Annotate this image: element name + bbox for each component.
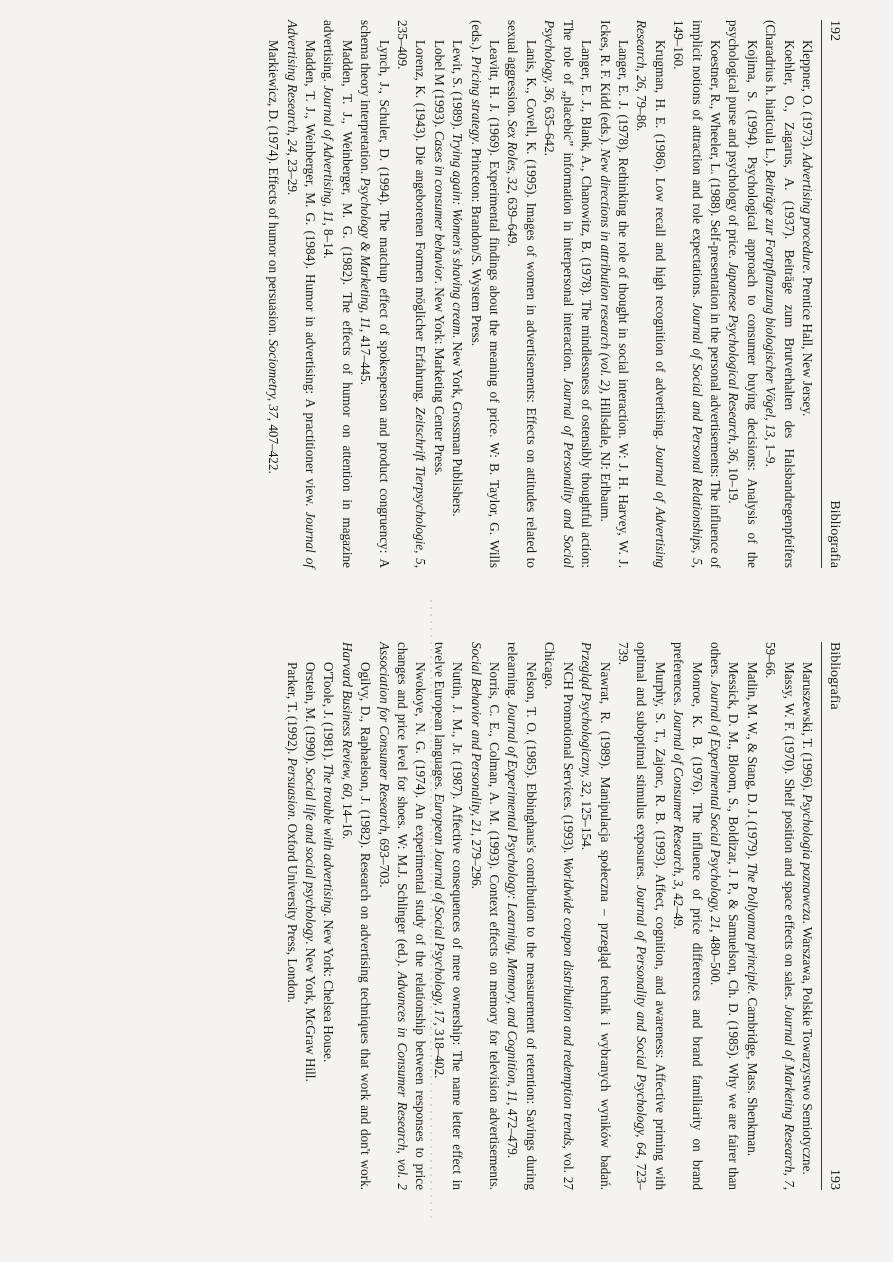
reference-text: , 59–66. [763,642,797,1190]
reference-text: . Oxford University Press, London. [284,817,300,1003]
reference-source-italic: Pricing strategy [468,56,484,142]
reference-text: Lewit, S. (1989). [450,40,466,134]
reference-entry [632,20,669,568]
reference-source-italic: Journal of Experimental Psychology: Learning, Memory, and Cognition, 11 [505,702,521,1103]
reference-source-italic: Przegląd Psychologiczny, 32 [579,642,595,794]
reference-text: , 417–445. [358,328,374,385]
reference-entry [503,642,540,1190]
reference-text: , 693–703. [376,831,392,888]
reference-source-italic: Harvard Business Review, 60 [339,642,355,797]
reference-text: , 1–9. [763,437,779,467]
reference-text: Madden, T. J., Weinberger, M. G. (1982). The effects of humor on attention in magazine advertising. [321,20,355,568]
reference-text: , Hillsdale, NJ: Erlbaum. [597,390,613,522]
reference-source-italic: Cases in consumer behavior [431,130,447,281]
reference-text: , 10–19. [726,460,742,504]
reference-entry [429,642,466,1190]
reference-entry [540,20,595,568]
reference-text: , 639–649. [505,190,521,247]
reference-source-italic: Worldwide coupon distribution and redemption trends [560,857,576,1146]
reference-text: Murphy, S. T., Zajonc, R. B. (1993). Affect, cognition, and awareness: Affective priming with optimal and suboptimal stimulus exposures. [634,642,668,1190]
reference-text: Massy, W. F. (1970). Shelf position and space effects on sales. [781,662,797,1005]
header-rule [821,642,822,1190]
reference-entry [577,642,614,1190]
reference-entry [798,642,816,1190]
reference-text: Nwokoye, N. G. (1974). An experimental study of the relationship between responses to price changes and price level for shoes. W: M.J. Schlinger (ed.). [395,642,429,1190]
reference-entry [540,642,577,1190]
reference-source-italic: Social Behavior and Personality, 21 [468,642,484,833]
reference-source-italic: Journal of Advertising Research, 24 [284,20,319,568]
reference-source-italic: Journal of Advertising, 11 [321,85,337,223]
page-header [824,642,844,1190]
reference-text: Lynch, J., Schuler, D. (1994). The matchup effect of spokesperson and product congruency: A schema theory interpretation. [358,20,392,568]
reference-text: NCH Promotional Services. (1993). [560,662,576,858]
reference-text: , 480–500. [707,929,723,986]
reference-entry [742,642,760,1190]
reference-source-italic: The trouble with advertising [321,763,337,914]
header-rule [821,20,822,568]
reference-source-italic: Journal of Experimental Social Psychology, 21 [707,680,723,930]
reference-entry [282,642,300,1190]
reference-text: , 23–29. [284,152,300,196]
reference-source-italic: Beiträge zur Fortpflanzung biologischer Vögel, 13 [763,169,779,438]
reference-text: , 635–642. [542,99,558,156]
reference-text: , 125–154. [579,794,595,851]
running-title: Bibliografia [827,642,842,710]
reference-text: Matlin, M. W., & Stang, D. J. (1979). [744,662,760,863]
reference-source-italic: Journal of Consumer Research, 3 [671,709,687,887]
reference-text: Orstein, M. (1990). [303,662,319,768]
reference-source-italic: Zeitschrift Tierpsychologie, 5 [413,406,429,565]
reference-text: . Cambridge, Mass. Shenkman. [744,990,760,1157]
reference-text: , 279–296. [468,832,484,889]
reference-text: . New York: Chelsea House. [321,913,337,1063]
reference-entry [319,20,356,568]
reference-text: . Warszawa, Polskie Towarzystwo Semiotyczne. [800,920,815,1175]
reference-text: . New York, Grossman Publishers. [450,334,466,517]
reference-text: , 42–49. [671,886,687,930]
reference-source-italic: European Journal of Social Psychology, 17 [431,793,447,1023]
reference-source-italic: Journal of Advertising Research, 26 [634,20,668,569]
reference-text: , vol. 27 Chicago. [542,642,576,1190]
reference-entry [761,642,798,1190]
reference-entry [356,20,393,568]
reference-text: Langer, E. J., Blank, A., Chanowitz, B. (1978). The mindlessness of ostensibly thoughtful action: The role of „placebic” information in interpersonal interaction. [560,20,595,568]
reference-entry [503,20,540,568]
reference-entry [761,20,798,568]
reference-entry [614,642,669,1190]
reference-text: , 14–16. [339,796,355,840]
page-number: 192 [827,20,842,41]
page-number: 193 [827,1169,842,1190]
reference-text: . New York, McGraw Hill. [303,941,319,1082]
reference-source-italic: Sex Roles, 32 [505,119,521,191]
reference-source-italic: Persuasion [284,757,300,818]
reference-text: Kleppner, O. (1973). [800,40,815,154]
reference-text: Langer, E. J. (1978). Rethinking the role of thought in social interaction. W: J. H. Harvey, W. J. Ickes, R. F. Kidd (eds.). [597,20,631,568]
reference-entry [264,20,282,568]
reference-text: Nuttin, J. M., Jr. (1987). Affective consequences of mere ownership: The name letter effect in twelve European languages. [431,642,466,1190]
reference-entry [393,20,430,568]
reference-source-italic: Advances in Consumer Research, vol. 2 Association for Consumer Research [376,642,411,1190]
right-page [284,622,852,1216]
reference-text: Nawrat, R. (1989). Manipulacja społeczna – przegląd technik i wybranych wyników badań. [597,662,613,1190]
reference-text: Lorenz, K. (1943). Die angeborenen Formen möglicher Erfahrung. [413,40,429,407]
reference-text: , 79–86. [634,88,650,132]
reference-text: Norris, C. E., Colman, A. M. (1993). Context effects on memory for television advertisements. [487,662,503,1190]
reference-text: Krugman, H. E. (1986). Low recall and high recognition of advertising. [652,40,668,446]
left-page [266,0,852,594]
reference-text: , 235–409. [395,20,429,568]
reference-text: Lobel M (1993). [431,40,447,131]
reference-text: , 407–422. [266,417,282,474]
reference-text: . Princeton: Brandon/S. Wystem Press. [468,141,484,347]
reference-source-italic: Journal of Personality and Social Psychology, 64 [634,884,650,1156]
reference-source-italic: Psychologia poznawcza [800,794,815,921]
reference-text: . Prentice Hall, New Jersey. [800,270,815,417]
reference-text: Messick, D. M., Bloom, S., Boldizar, J. P., & Samuelson, Ch. D. (1985). Why we are fairer than others. [707,642,742,1190]
reference-text: Kojima, S. (1994). Psychological approach to consumer buying decisions: Analysis of the psychological purse and psychology of price. [726,20,760,568]
reference-text: Koehler, O., Zagarus, A. (1937). Beiträge zum Brutverhalten des Halsbandregenpfeifers (Charadrius h. hiaticula L.). [763,20,797,568]
reference-source-italic: The Pollyanna principle [744,862,760,991]
reference-text: Ogilvy, D., Raphaelson, J. (1982). Research on advertising techniques that work and don't work. [358,662,374,1190]
reference-entry [466,20,503,568]
reference-list [264,20,816,568]
reference-entry [706,642,743,1190]
reference-text: , 723–739. [615,642,650,1190]
reference-text: , 149–160. [671,20,705,568]
reference-source-italic: Journal of Personality and Social Psychology, 36 [542,20,576,569]
reference-entry [301,642,319,1190]
reference-text: , 472–479. [505,1102,521,1159]
reference-list [282,642,816,1190]
reference-text: . New York: Marketing Center Press. [431,280,447,476]
reference-text: Koestner, R., Wheeler, L. (1988). Self-presentation in the personal advertisements: The influence of implicit notions of attraction and role expectations. [689,20,723,568]
reference-entry [798,20,816,568]
reference-source-italic: Journal of Social and Personal Relationships, 5 [689,302,705,565]
page-header [824,20,844,568]
reference-text: Nelson, T. O. (1985). Ebbinghaus's contribution to the measurement of retention: Savings during relearning. [505,642,539,1190]
reference-source-italic: Japanese Psychological Research, 36 [726,262,742,461]
reference-entry [374,642,429,1190]
reference-source-italic: Journal of Marketing Research, 7 [781,1004,797,1187]
reference-entry [724,20,761,568]
reference-source-italic: Sociometry, 37 [266,339,282,418]
reference-entry [337,642,374,1190]
running-title: Bibliografia [827,500,842,568]
reference-source-italic: Trying again: Women's shaving cream [450,133,466,335]
reference-entry [669,20,724,568]
reference-entry [282,20,319,568]
reference-text: Monroe, K. B. (1976). The influence of price differences and brand familiarity on brand preferences. [671,642,705,1190]
reference-text: , 8–14. [321,222,337,259]
reference-entry [319,642,337,1190]
reference-source-italic: Psychology & Marketing, 11 [358,177,374,329]
reference-text: Leavitt, H. J. (1969). Experimental findings about the meaning of price. W: B. Taylor, G. Wills (eds.). [468,20,503,568]
reference-text: O'Toole, J. (1981). [321,662,337,764]
reference-text: Lanis, K., Covell, K. (1995). Images of women in advertisements: Effects on attitudes related to sexual aggression. [505,20,539,568]
reference-entry [429,20,447,568]
reference-text: , 318–402. [431,1022,447,1079]
reference-entry [669,642,706,1190]
reference-text: Markiewicz, D. (1974). Effects of humor on persuasion. [266,40,282,340]
reference-source-italic: Advertising procedure [800,153,815,271]
reference-text: Maruszewski, T. (1996). [800,662,815,795]
reference-source-italic: Social life and social psychology [303,767,319,942]
reference-entry [448,20,466,568]
reference-text: Parker, T. (1992). [284,662,300,758]
reference-entry [595,20,632,568]
reference-text: Madden, T. J., Weinberger, M. G. (1984). Humor in advertising: A practitioner view. [303,40,319,512]
reference-source-italic: New directions in attribution research (vol. 2) [597,148,613,391]
reference-entry [466,642,503,1190]
